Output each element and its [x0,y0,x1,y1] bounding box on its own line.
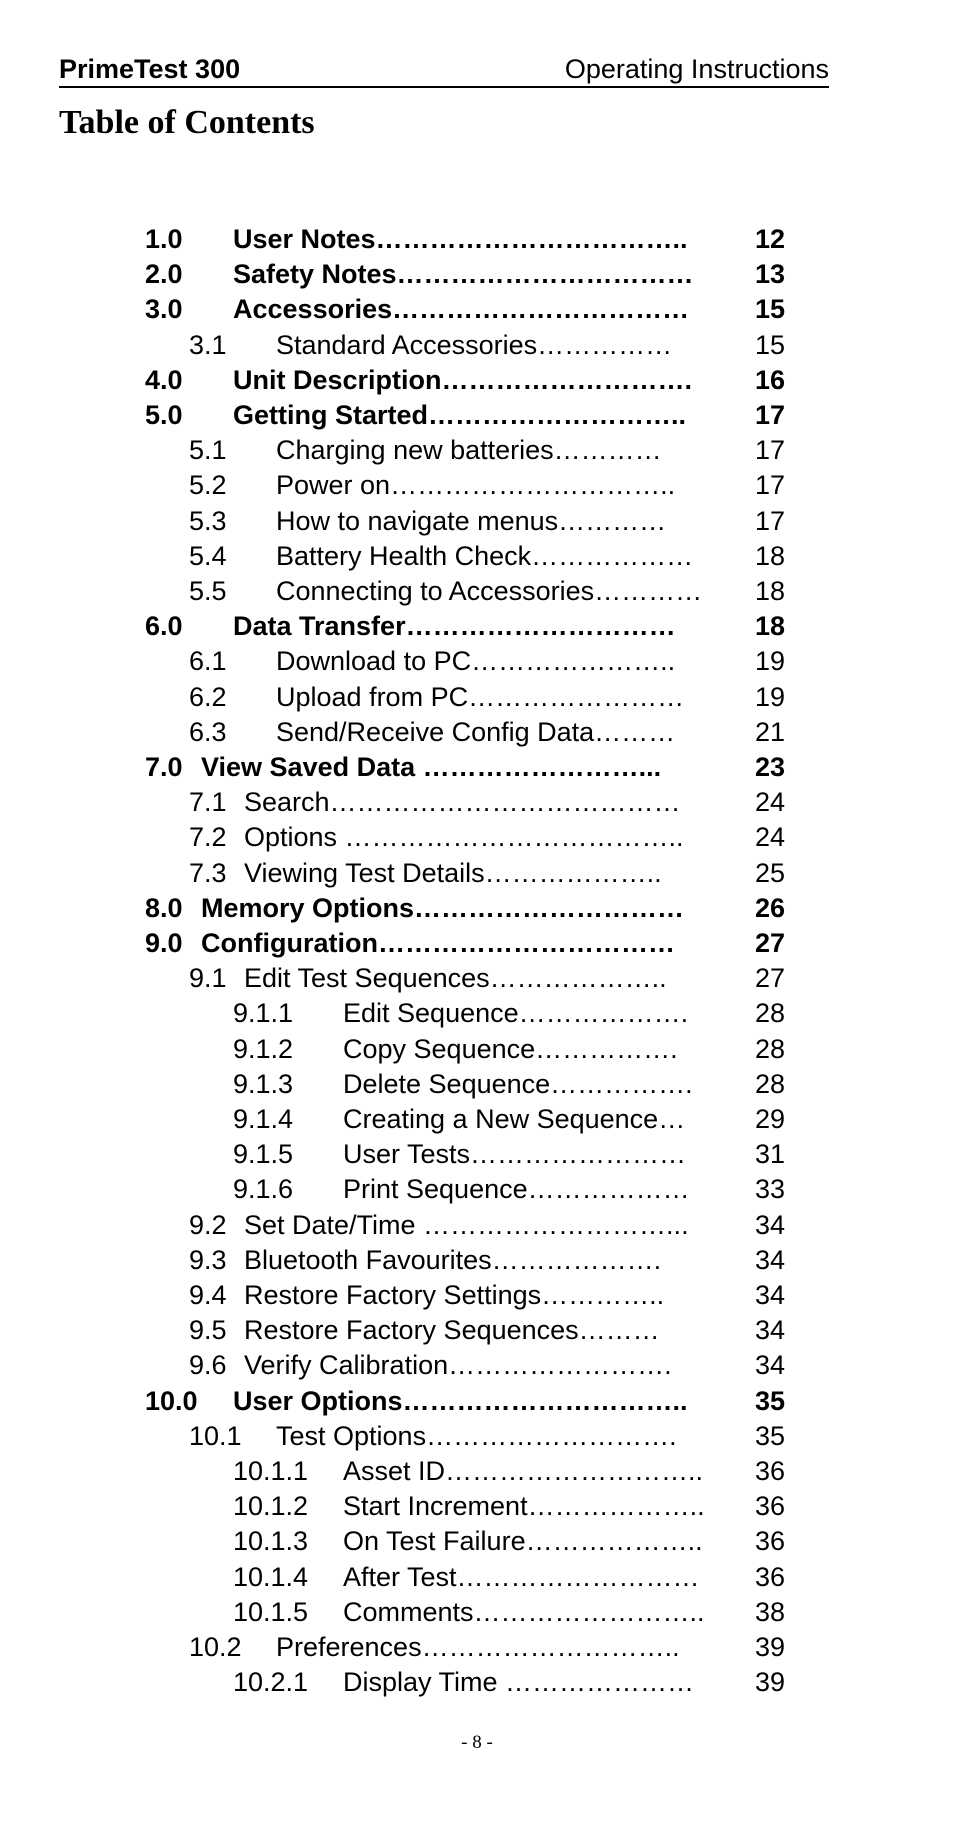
toc-entry-label: Restore Factory Settings………….. [244,1280,665,1310]
toc-entry [0,891,954,926]
toc-entry-number: 10.2 [189,1632,242,1662]
page-header [59,52,829,88]
toc-entry [0,1489,954,1524]
toc-entry-page: 27 [755,928,786,958]
toc-entry-number: 6.0 [145,611,183,642]
toc-entry-label: On Test Failure……………….. [343,1526,703,1557]
toc-entry-label: Download to PC………………….. [276,646,676,677]
toc-entry-number: 7.3 [189,857,227,888]
toc-entry [0,785,954,820]
toc-entry-page: 17 [755,470,786,501]
toc-entry-label: Safety Notes…………………………… [233,259,694,290]
toc-entry-label: View Saved Data ……………………... [201,752,662,782]
toc-entry-label: Power on………………………….. [276,470,676,501]
toc-entry-page: 36 [755,1526,786,1557]
toc-entry-page: 28 [755,998,786,1029]
toc-entry [0,926,954,961]
toc-entry-page: 39 [755,1632,786,1662]
toc-entry-label: Standard Accessories…………… [276,329,673,360]
toc-entry-label: Send/Receive Config Data……… [276,716,676,747]
toc-entry [0,680,954,715]
toc-entry-number: 1.0 [145,224,183,254]
toc-entry-page: 28 [755,1068,786,1099]
toc-entry-label: How to navigate menus………… [276,505,667,536]
toc-entry-number: 3.0 [145,294,183,325]
toc-entry [0,644,954,679]
toc-entry [0,750,954,785]
toc-entry-number: 9.3 [189,1244,227,1275]
toc-entry [0,504,954,539]
toc-entry-number: 10.1.5 [233,1596,309,1627]
toc-entry [0,715,954,750]
toc-entry-page: 34 [755,1244,786,1275]
toc-entry [0,1137,954,1172]
toc-entry-label: Display Time ………………… [343,1667,695,1698]
toc-entry-label: Connecting to Accessories………… [276,576,703,606]
toc-entry-label: Copy Sequence……………. [343,1033,678,1064]
toc-entry-page: 36 [755,1561,786,1592]
toc-entry-page: 18 [755,576,786,606]
toc-entry [0,1278,954,1313]
toc-entry [0,1384,954,1419]
toc-entry [0,820,954,855]
toc-entry [0,1524,954,1559]
toc-entry-page: 23 [755,752,786,782]
toc-entry-label: Test Options………………………. [276,1420,677,1451]
toc-entry [0,996,954,1031]
toc-entry-number: 9.1.3 [233,1068,294,1099]
toc-entry [0,257,954,292]
toc-entry-label: Data Transfer………………………… [233,611,676,642]
toc-entry-number: 6.2 [189,681,227,712]
toc-entry [0,1243,954,1278]
toc-entry [0,222,954,257]
toc-entry-number: 8.0 [145,892,183,923]
toc-entry-page: 18 [755,611,786,642]
toc-entry-number: 9.0 [145,928,183,958]
toc-entry-label: Creating a New Sequence… [343,1104,686,1134]
toc-entry-page: 31 [755,1139,786,1170]
toc-entry [0,1348,954,1383]
toc-entry-label: Memory Options………………………… [201,892,685,923]
toc-entry-page: 36 [755,1456,786,1486]
toc-entry-number: 10.1.1 [233,1456,309,1486]
toc-entry [0,433,954,468]
toc-entry-label: Unit Description………………………. [233,364,693,395]
toc-entry-page: 25 [755,857,786,888]
toc-entry-label: Comments…………………….. [343,1596,705,1627]
toc-entry-label: Edit Test Sequences……………….. [244,963,667,994]
toc-entry-label: Battery Health Check……………… [276,540,694,571]
toc-entry-number: 5.0 [145,400,183,430]
toc-entry-page: 27 [755,963,786,994]
toc-entry-number: 5.3 [189,505,227,536]
toc-entry [0,1560,954,1595]
toc-entry-number: 9.1.5 [233,1139,294,1170]
toc-entry-number: 10.1.3 [233,1526,309,1557]
toc-entry-number: 5.4 [189,540,227,571]
toc-entry [0,1630,954,1665]
toc-entry-page: 34 [755,1350,786,1381]
toc-entry-number: 10.2.1 [233,1667,309,1698]
toc-entry-number: 10.1 [189,1420,242,1451]
page-number: - 8 - [461,1732,493,1753]
toc-entry-page: 19 [755,646,786,677]
toc-entry-page: 16 [755,364,786,395]
toc-entry-page: 24 [755,787,786,818]
document-name: Operating Instructions [564,54,829,84]
toc-entry-page: 34 [755,1280,786,1310]
toc-entry-page: 18 [755,540,786,571]
toc-entry-label: Charging new batteries………… [276,435,662,466]
toc-entry-page: 19 [755,681,786,712]
toc-entry-page: 26 [755,892,786,923]
toc-entry-number: 10.1.2 [233,1491,309,1522]
toc-entry-label: User Notes…………………………….. [233,224,688,254]
toc-entry-number: 7.1 [189,787,227,818]
toc-entry-number: 3.1 [189,329,227,360]
toc-entry-label: Options ……………………………….. [244,822,684,853]
toc-entry-page: 17 [755,400,786,430]
toc-entry-number: 7.0 [145,752,183,782]
toc-entry-page: 36 [755,1491,786,1522]
toc-entry-number: 9.4 [189,1280,227,1310]
toc-entry-label: Upload from PC…………………… [276,681,685,712]
toc-entry-page: 21 [755,716,786,747]
toc-entry-number: 5.1 [189,435,227,466]
toc-entry [0,363,954,398]
toc-entry-label: After Test……………………… [343,1561,700,1592]
toc-entry-number: 7.2 [189,822,227,853]
toc-entry-number: 6.1 [189,646,227,677]
toc-entry-label: Restore Factory Sequences……… [244,1315,660,1346]
product-name: PrimeTest 300 [59,54,241,84]
toc-entry [0,328,954,363]
toc-entry [0,1595,954,1630]
toc-entry-label: Search………………………………… [244,787,681,818]
toc-entry-page: 17 [755,505,786,536]
toc-entry [0,1419,954,1454]
toc-entry [0,1665,954,1700]
toc-entry [0,1172,954,1207]
toc-entry [0,1208,954,1243]
toc-entry-number: 9.1 [189,963,227,994]
toc-entry [0,292,954,327]
toc-entry-label: Verify Calibration……………………. [244,1350,672,1381]
toc-entry-label: Edit Sequence………………. [343,998,689,1029]
toc-entry-page: 24 [755,822,786,853]
toc-entry [0,856,954,891]
toc-entry-page: 34 [755,1315,786,1346]
toc-entry-label: Print Sequence……………… [343,1174,690,1205]
toc-entry-number: 2.0 [145,259,183,290]
toc-entry-number: 4.0 [145,364,183,395]
toc-entry-page: 29 [755,1104,786,1134]
toc-entry-number: 9.6 [189,1350,227,1381]
toc-entry-page: 38 [755,1596,786,1627]
toc-entry-page: 12 [755,224,786,254]
toc-entry-label: Configuration…………………………… [201,928,675,958]
toc-entry-label: Getting Started……………………….. [233,400,687,430]
toc-entry [0,574,954,609]
toc-entry-label: Viewing Test Details……………….. [244,857,662,888]
toc-entry-page: 35 [755,1420,786,1451]
toc-entry [0,609,954,644]
toc-entry [0,1032,954,1067]
toc-entry-label: User Options………………………….. [233,1385,688,1416]
toc-entry-number: 10.0 [145,1385,198,1416]
toc-entry-label: Preferences……………………….. [276,1632,680,1662]
toc-entry-label: User Tests…………………… [343,1139,687,1170]
toc-entry-page: 39 [755,1667,786,1698]
toc-entry [0,539,954,574]
toc-entry-number: 9.1.4 [233,1104,294,1134]
toc-entry-page: 15 [755,294,786,325]
toc-entry-page: 15 [755,329,786,360]
toc-entry-number: 9.1.6 [233,1174,294,1205]
toc-entry-label: Asset ID……………………….. [343,1456,704,1486]
toc-entry-label: Bluetooth Favourites………………. [244,1244,662,1275]
toc-entry-number: 5.5 [189,576,227,606]
toc-entry [0,1067,954,1102]
toc-entry-number: 9.1.2 [233,1033,294,1064]
toc-entry-number: 5.2 [189,470,227,501]
toc-entry-label: Set Date/Time ………………………... [244,1209,689,1240]
toc-entry-number: 6.3 [189,716,227,747]
toc-entry-page: 35 [755,1385,786,1416]
toc-entry-page: 33 [755,1174,786,1205]
toc-entry [0,1102,954,1137]
toc-entry [0,468,954,503]
toc-entry [0,961,954,996]
toc-entry-label: Delete Sequence……………. [343,1068,693,1099]
toc-entry-number: 9.1.1 [233,998,294,1029]
toc-entry-number: 9.2 [189,1209,227,1240]
toc-entry-page: 13 [755,259,786,290]
toc-entry [0,398,954,433]
toc-entry [0,1454,954,1489]
toc-entry-page: 34 [755,1209,786,1240]
toc-entry [0,1313,954,1348]
toc-entry-page: 28 [755,1033,786,1064]
toc-entry-label: Start Increment……………….. [343,1491,705,1522]
page-title: Table of Contents [59,104,315,141]
toc-entry-number: 9.5 [189,1315,227,1346]
toc-entry-number: 10.1.4 [233,1561,309,1592]
toc-entry-page: 17 [755,435,786,466]
toc-entry-label: Accessories…………………………… [233,294,690,325]
